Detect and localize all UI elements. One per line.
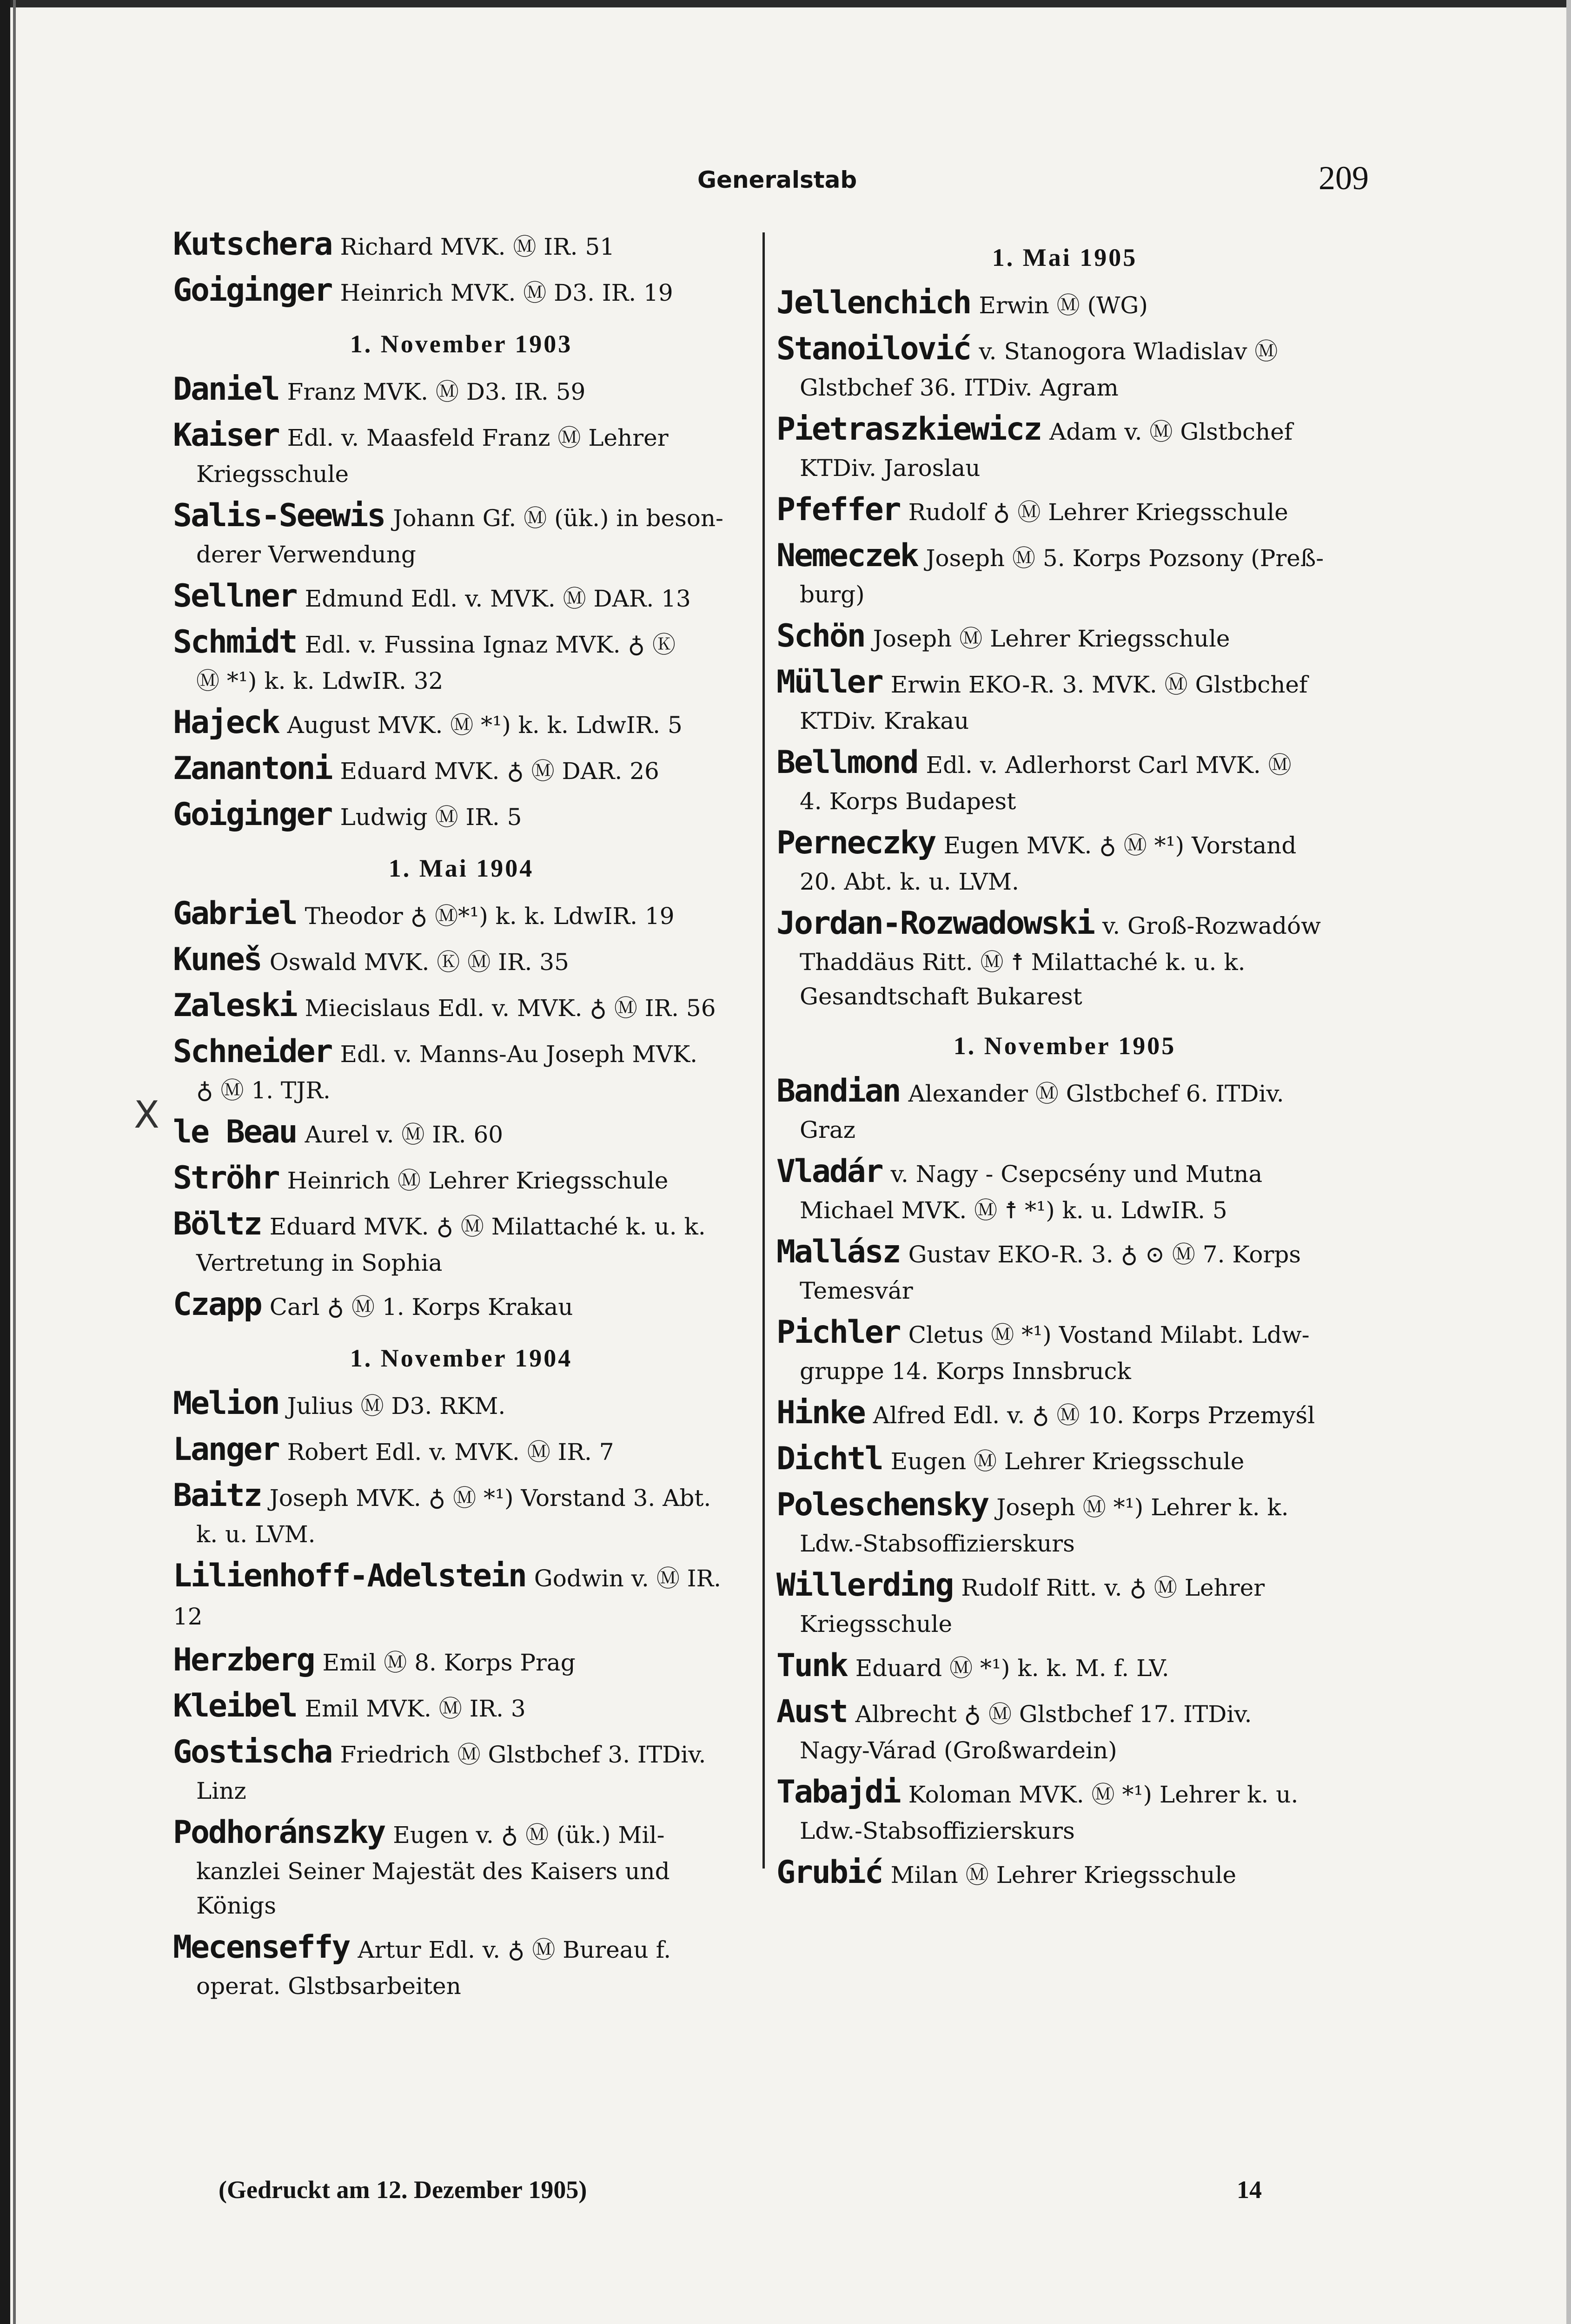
officer-details: Eduard MVK. ♁ Ⓜ Milattaché k. u. k. — [269, 1213, 706, 1240]
officer-entry — [776, 1394, 1353, 1434]
officer-entry — [173, 271, 749, 312]
officer-name: Kutschera — [173, 226, 332, 263]
officer-entry — [173, 1159, 749, 1200]
officer-details: Milan Ⓜ Lehrer Kriegsschule — [890, 1862, 1237, 1888]
officer-entry — [173, 750, 749, 790]
officer-name: Schmidt — [173, 624, 297, 660]
officer-details: Erwin Ⓜ (WG) — [979, 292, 1148, 319]
officer-name: Goiginger — [173, 272, 332, 309]
officer-name: Gostischa — [173, 1734, 332, 1770]
officer-entry — [173, 1286, 749, 1326]
officer-name: Vladár — [776, 1153, 882, 1190]
officer-entry — [776, 1233, 1353, 1308]
officer-details: Emil MVK. Ⓜ IR. 3 — [305, 1695, 526, 1722]
officer-name: Mecenseffy — [173, 1929, 350, 1966]
officer-name: le Beau — [173, 1114, 297, 1150]
left-column — [173, 225, 749, 2009]
officer-name: Baitz — [173, 1477, 261, 1514]
officer-name: Schneider — [173, 1033, 332, 1070]
officer-entry — [173, 1641, 749, 1682]
officer-entry — [776, 905, 1353, 1014]
section-heading: 1. Mai 1905 — [992, 244, 1138, 271]
officer-details: Theodor ♁ Ⓜ*¹) k. k. LdwIR. 19 — [305, 903, 675, 930]
officer-details: Adam v. Ⓜ Glstbchef — [1049, 418, 1293, 445]
officer-details: Cletus Ⓜ *¹) Vostand Milabt. Ldw- — [908, 1321, 1310, 1348]
officer-name: Böltz — [173, 1206, 261, 1242]
officer-details: Joseph Ⓜ 5. Korps Pozsony (Preß- — [926, 545, 1324, 572]
officer-details-continued: operat. Glstbsarbeiten — [196, 1973, 461, 2000]
officer-name: Poleschensky — [776, 1486, 988, 1523]
officer-details-continued: Glstbchef 36. ITDiv. Agram — [800, 374, 1119, 401]
officer-name: Müller — [776, 664, 882, 700]
officer-details-continued: Graz — [800, 1116, 855, 1143]
officer-details: Oswald MVK. Ⓚ Ⓜ IR. 35 — [269, 949, 569, 976]
officer-entry — [173, 1205, 749, 1280]
officer-entry — [776, 1314, 1353, 1388]
officer-entry — [173, 1113, 749, 1154]
officer-name: Zaleski — [173, 987, 297, 1024]
officer-name: Czapp — [173, 1286, 261, 1323]
officer-entry — [173, 704, 749, 744]
officer-entry — [173, 497, 749, 572]
officer-details: Eduard MVK. ♁ Ⓜ DAR. 26 — [340, 758, 659, 785]
officer-details-continued: burg) — [800, 581, 865, 608]
officer-entry — [776, 410, 1353, 485]
officer-details: Albrecht ♁ Ⓜ Glstbchef 17. ITDiv. — [855, 1701, 1252, 1728]
officer-entry — [173, 1431, 749, 1471]
officer-entry — [776, 824, 1353, 899]
scan-border-top — [0, 0, 1571, 7]
officer-name: Goiginger — [173, 796, 332, 833]
column-divider — [762, 232, 765, 1868]
page-number: 209 — [1319, 159, 1369, 197]
officer-details-continued: Ldw.-Stabsoffizierskurs — [800, 1530, 1075, 1557]
officer-entry — [776, 330, 1353, 405]
officer-name: Stanoilović — [776, 330, 971, 367]
officer-entry — [776, 1153, 1353, 1228]
officer-entry — [776, 1440, 1353, 1480]
officer-details: Julius Ⓜ D3. RKM. — [287, 1393, 506, 1419]
officer-details: Miecislaus Edl. v. MVK. ♁ Ⓜ IR. 56 — [305, 995, 716, 1022]
officer-details: Emil Ⓜ 8. Korps Prag — [322, 1649, 576, 1676]
officer-details-continued: 4. Korps Budapest — [800, 788, 1016, 815]
officer-details-continued: k. u. LVM. — [196, 1521, 316, 1548]
officer-entry — [776, 284, 1353, 324]
page-title: Generalstab — [697, 166, 857, 193]
officer-details: August MVK. Ⓜ *¹) k. k. LdwIR. 5 — [287, 712, 683, 739]
scan-border-right — [1566, 0, 1571, 2324]
officer-details: Joseph Ⓜ *¹) Lehrer k. k. — [996, 1494, 1289, 1521]
officer-entry — [776, 1486, 1353, 1561]
officer-details: Edl. v. Maasfeld Franz Ⓜ Lehrer — [287, 424, 669, 451]
officer-details-continued: Ldw.-Stabsoffizierskurs — [800, 1817, 1075, 1844]
officer-details: Eugen v. ♁ Ⓜ (ük.) Mil- — [393, 1822, 665, 1849]
officer-details: Joseph Ⓜ Lehrer Kriegsschule — [873, 625, 1230, 652]
officer-name: Sellner — [173, 578, 297, 614]
officer-details: Rudolf Ritt. v. ♁ Ⓜ Lehrer — [961, 1574, 1265, 1601]
officer-details-continued: 20. Abt. k. u. LVM. — [800, 868, 1019, 895]
officer-name: Melion — [173, 1385, 279, 1422]
officer-entry — [776, 1647, 1353, 1687]
officer-details: Franz MVK. Ⓜ D3. IR. 59 — [287, 378, 586, 405]
officer-name: Gabriel — [173, 895, 297, 932]
officer-details: Eduard Ⓜ *¹) k. k. M. f. LV. — [855, 1655, 1169, 1682]
officer-entry — [173, 225, 749, 266]
officer-entry — [776, 537, 1353, 612]
officer-name: Aust — [776, 1693, 847, 1730]
officer-name: Kuneš — [173, 941, 261, 978]
officer-name: Perneczky — [776, 825, 935, 861]
officer-entry — [776, 744, 1353, 819]
officer-details: Edl. v. Fussina Ignaz MVK. ♁ Ⓚ — [305, 631, 676, 658]
officer-details-continued: KTDiv. Krakau — [800, 707, 969, 734]
officer-entry — [173, 796, 749, 836]
officer-name: Schön — [776, 618, 865, 654]
officer-entry — [776, 1566, 1353, 1641]
officer-details: Eugen Ⓜ Lehrer Kriegsschule — [890, 1448, 1245, 1475]
officer-details: Robert Edl. v. MVK. Ⓜ IR. 7 — [287, 1439, 614, 1466]
officer-details-continued: derer Verwendung — [196, 541, 416, 568]
officer-details: Alfred Edl. v. ♁ Ⓜ 10. Korps Przemyśl — [873, 1402, 1315, 1429]
officer-entry — [173, 623, 749, 698]
section-heading: 1. Mai 1904 — [388, 854, 534, 882]
officer-name: Hajeck — [173, 704, 279, 741]
officer-entry — [173, 577, 749, 618]
officer-details-continued: ♁ Ⓜ 1. TJR. — [196, 1077, 331, 1104]
officer-name: Tabajdi — [776, 1774, 900, 1810]
officer-entry — [173, 1814, 749, 1923]
officer-entry — [173, 1477, 749, 1552]
officer-name: Dichtl — [776, 1440, 882, 1477]
officer-details-continued: Ⓜ *¹) k. k. LdwIR. 32 — [196, 667, 444, 694]
officer-entry — [173, 895, 749, 935]
officer-entry — [776, 1854, 1353, 1894]
officer-details: Heinrich Ⓜ Lehrer Kriegsschule — [287, 1167, 669, 1194]
officer-details: Artur Edl. v. ♁ Ⓜ Bureau f. — [358, 1936, 671, 1963]
officer-name: Bandian — [776, 1073, 900, 1109]
officer-entry — [173, 1385, 749, 1425]
officer-details: Carl ♁ Ⓜ 1. Korps Krakau — [269, 1294, 573, 1320]
officer-name: Daniel — [173, 371, 279, 408]
officer-details: Edl. v. Manns-Au Joseph MVK. — [340, 1041, 698, 1068]
officer-details: Joseph MVK. ♁ Ⓜ *¹) Vorstand 3. Abt. — [269, 1485, 711, 1512]
officer-details: Rudolf ♁ Ⓜ Lehrer Kriegsschule — [908, 499, 1288, 526]
officer-entry — [173, 1687, 749, 1728]
officer-name: Kleibel — [173, 1688, 297, 1724]
officer-name: Nemeczek — [776, 537, 918, 574]
print-date: (Gedruckt am 12. Dezember 1905) — [219, 2176, 587, 2204]
scan-border-left — [0, 0, 10, 2324]
officer-details: v. Groß-Rozwadów — [1102, 912, 1321, 939]
officer-entry — [776, 617, 1353, 658]
pencil-mark: X — [134, 1093, 159, 1136]
officer-name: Langer — [173, 1431, 279, 1468]
officer-entry — [173, 1928, 749, 2003]
section-heading: 1. November 1903 — [350, 330, 573, 358]
scan-border-left-inner — [13, 0, 16, 2324]
officer-details-continued: Thaddäus Ritt. Ⓜ ☨ Milattaché k. u. k. Gesandtschaft Bukarest — [800, 949, 1246, 1010]
officer-details: Johann Gf. Ⓜ (ük.) in beson- — [393, 505, 723, 532]
officer-details-continued: kanzlei Seiner Majestät des Kaisers und Königs — [196, 1858, 670, 1919]
officer-name: Tunk — [776, 1647, 847, 1684]
officer-name: Lilienhoff-Adelstein — [173, 1558, 526, 1594]
officer-name: Pietraszkiewicz — [776, 411, 1041, 448]
officer-name: Salis-Seewis — [173, 497, 385, 534]
officer-details: Edl. v. Adlerhorst Carl MVK. Ⓜ — [926, 752, 1292, 779]
officer-name: Zanantoni — [173, 750, 332, 787]
officer-details: Heinrich MVK. Ⓜ D3. IR. 19 — [340, 279, 673, 306]
officer-details-continued: Kriegsschule — [196, 461, 349, 488]
section-heading: 1. November 1904 — [350, 1344, 573, 1372]
officer-details: Gustav EKO-R. 3. ♁ ⊙ Ⓜ 7. Korps — [908, 1241, 1301, 1268]
officer-entry — [776, 1072, 1353, 1147]
officer-name: Mallász — [776, 1234, 900, 1270]
officer-name: Pfeffer — [776, 491, 900, 528]
officer-details: Edmund Edl. v. MVK. Ⓜ DAR. 13 — [305, 585, 691, 612]
officer-entry — [173, 941, 749, 981]
officer-details: Ludwig Ⓜ IR. 5 — [340, 804, 522, 831]
officer-entry — [776, 491, 1353, 531]
officer-entry — [173, 416, 749, 491]
officer-details: Eugen MVK. ♁ Ⓜ *¹) Vorstand — [943, 832, 1297, 859]
right-column — [776, 225, 1353, 1900]
sheet-number: 14 — [1237, 2176, 1262, 2204]
officer-details-continued: gruppe 14. Korps Innsbruck — [800, 1358, 1131, 1385]
officer-entry — [776, 663, 1353, 738]
officer-entry — [776, 1773, 1353, 1848]
officer-details: Godwin v. Ⓜ IR. 12 — [173, 1565, 722, 1630]
officer-details-continued: KTDiv. Jaroslau — [800, 455, 981, 482]
officer-entry — [776, 1693, 1353, 1768]
officer-details: Koloman MVK. Ⓜ *¹) Lehrer k. u. — [908, 1781, 1299, 1808]
officer-name: Herzberg — [173, 1642, 314, 1678]
officer-name: Podhoránszky — [173, 1814, 385, 1851]
officer-details: Alexander Ⓜ Glstbchef 6. ITDiv. — [908, 1080, 1284, 1107]
section-heading: 1. November 1905 — [953, 1032, 1176, 1060]
officer-name: Jellenchich — [776, 284, 971, 321]
officer-details: v. Nagy - Csepcsény und Mutna — [890, 1161, 1263, 1188]
officer-details: v. Stanogora Wladislav Ⓜ — [979, 338, 1278, 365]
officer-details: Aurel v. Ⓜ IR. 60 — [305, 1121, 504, 1148]
officer-name: Kaiser — [173, 417, 279, 454]
officer-entry — [173, 987, 749, 1027]
officer-name: Jordan-Rozwadowski — [776, 905, 1094, 942]
officer-entry — [173, 1733, 749, 1808]
officer-details: Richard MVK. Ⓜ IR. 51 — [340, 233, 615, 260]
officer-entry — [173, 1033, 749, 1108]
officer-name: Pichler — [776, 1314, 900, 1351]
officer-name: Bellmond — [776, 744, 918, 781]
officer-entry — [173, 370, 749, 411]
officer-name: Grubić — [776, 1854, 882, 1891]
officer-details-continued: Linz — [196, 1777, 246, 1804]
officer-name: Ströhr — [173, 1160, 279, 1196]
officer-details-continued: Michael MVK. Ⓜ ☨ *¹) k. u. LdwIR. 5 — [800, 1197, 1227, 1224]
officer-details: Erwin EKO-R. 3. MVK. Ⓜ Glstbchef — [890, 671, 1308, 698]
officer-details-continued: Nagy-Várad (Großwardein) — [800, 1737, 1117, 1764]
officer-details-continued: Kriegsschule — [800, 1611, 953, 1637]
officer-details-continued: Temesvár — [800, 1277, 913, 1304]
officer-details: Friedrich Ⓜ Glstbchef 3. ITDiv. — [340, 1741, 706, 1768]
officer-name: Willerding — [776, 1567, 953, 1604]
officer-name: Hinke — [776, 1394, 865, 1431]
officer-details-continued: Vertretung in Sophia — [196, 1249, 443, 1276]
officer-entry — [173, 1557, 749, 1636]
